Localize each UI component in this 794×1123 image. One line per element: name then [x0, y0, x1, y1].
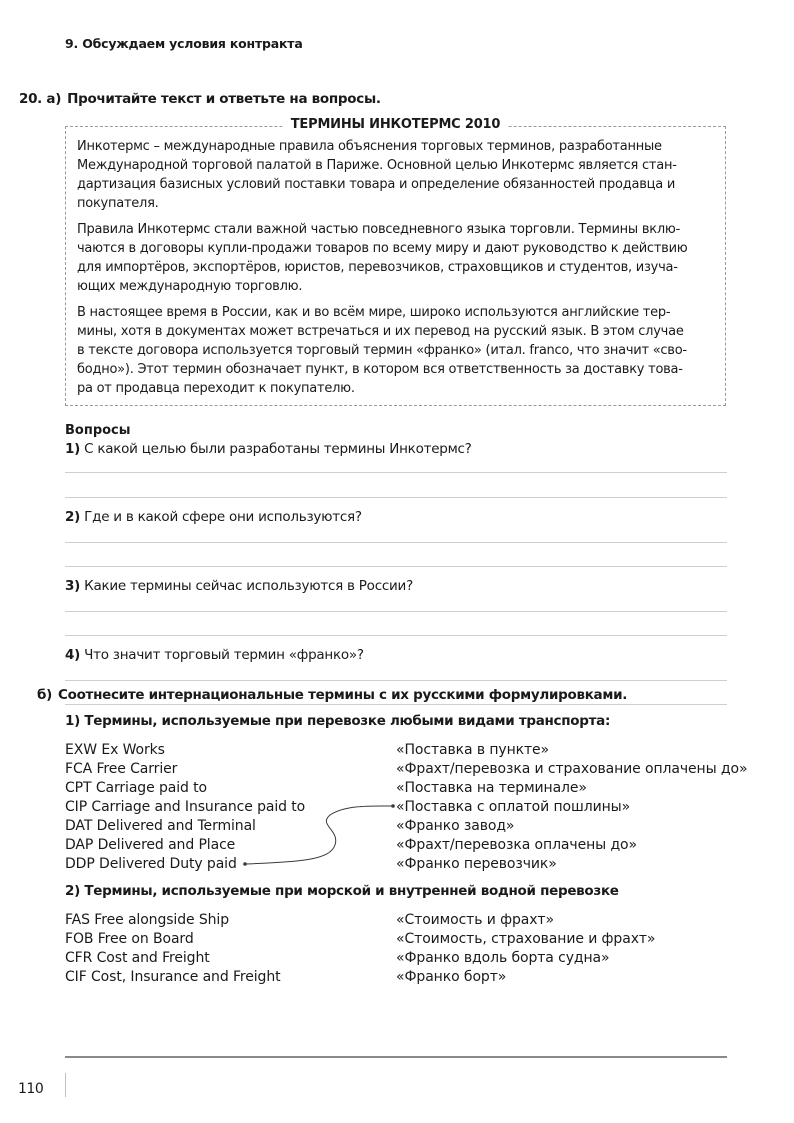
term-item[interactable]: DDP Delivered Duty paid [65, 856, 237, 872]
translation-item[interactable]: «Франко борт» [396, 969, 507, 985]
question-text: Что значит торговый термин «франко»? [84, 647, 364, 663]
answer-line[interactable] [65, 704, 727, 705]
text-line: Правила Инкотермс стали важной частью повседневного языка торговли. Термины вклю- [77, 222, 681, 237]
question-4 [65, 646, 727, 664]
answer-line[interactable] [65, 611, 727, 612]
page-number-divider [65, 1073, 66, 1097]
translation-item[interactable]: «Поставка на терминале» [396, 780, 587, 796]
text-line: дартизация базисных условий поставки товара и определение обязанностей продавца и [77, 177, 676, 192]
question-3 [65, 577, 727, 595]
connector-end-dot [391, 804, 395, 808]
answer-line[interactable] [65, 566, 727, 567]
paragraph-3 [77, 303, 717, 398]
question-text: Где и в какой сфере они используются? [84, 509, 362, 525]
translation-item[interactable]: «Фрахт/перевозка и страхование оплачены до» [396, 761, 748, 777]
term-item[interactable]: FCA Free Carrier [65, 761, 178, 777]
text-box-body [77, 137, 717, 405]
term-item[interactable]: CFR Cost and Freight [65, 950, 210, 966]
group-1-translations [396, 741, 747, 874]
translation-item[interactable]: «Фрахт/перевозка оплачены до» [396, 837, 637, 853]
text-line: ющих международную торговлю. [77, 279, 303, 294]
answer-line[interactable] [65, 680, 727, 681]
question-text: С какой целью были разработаны термины Инкотермс? [84, 441, 472, 457]
text-line: Международной торговой палатой в Париже. Основной целью Инкотермс является стан- [77, 158, 677, 173]
paragraph-1 [77, 137, 717, 213]
chapter-header: 9. Обсуждаем условия контракта [65, 36, 303, 51]
text-line: для импортёров, экспортёров, юристов, перевозчиков, страховщиков и студентов, изуча- [77, 260, 678, 275]
term-item[interactable]: DAP Delivered and Place [65, 837, 236, 853]
text-line: в тексте договора используется торговый термин «франко» (итал. franco, что значит «сво- [77, 343, 687, 358]
text-line: покупателя. [77, 196, 159, 211]
answer-line[interactable] [65, 635, 727, 636]
question-2 [65, 508, 727, 526]
task-b-number: б) [37, 687, 52, 703]
question-1 [65, 440, 727, 458]
text-line: бодно»). Этот термин обозначает пункт, в котором вся ответственность за доставку това- [77, 362, 683, 377]
question-number: 4) [65, 647, 81, 663]
translation-item[interactable]: «Стоимость, страхование и фрахт» [396, 931, 656, 947]
term-item[interactable]: CIP Carriage and Insurance paid to [65, 799, 306, 815]
task-a-number: 20. а) [19, 91, 62, 107]
questions-section [65, 422, 727, 705]
answer-line[interactable] [65, 497, 727, 498]
footer-rule [65, 1056, 727, 1058]
translation-item[interactable]: «Франко вдоль борта судна» [396, 950, 610, 966]
question-number: 3) [65, 578, 81, 594]
term-item[interactable]: CIF Cost, Insurance and Freight [65, 969, 281, 985]
term-item[interactable]: CPT Carriage paid to [65, 780, 208, 796]
group-2-title: 2) Термины, используемые при морской и внутренней водной перевозке [65, 883, 619, 899]
text-line: мины, хотя в документах может встречаться и их перевод на русский язык. В этом случае [77, 324, 684, 339]
term-item[interactable]: EXW Ex Works [65, 742, 165, 758]
task-a-heading [19, 91, 381, 107]
text-box-title: ТЕРМИНЫ ИНКОТЕРМС 2010 [283, 117, 508, 132]
questions-title: Вопросы [65, 423, 131, 438]
question-text: Какие термины сейчас используются в России? [84, 578, 413, 594]
translation-item[interactable]: «Франко перевозчик» [396, 856, 557, 872]
translation-item[interactable]: «Стоимость и фрахт» [396, 912, 554, 928]
task-b-instruction: Соотнесите интернациональные термины с их русскими формулировками. [58, 687, 628, 703]
question-number: 1) [65, 441, 81, 457]
page-number: 110 [18, 1081, 44, 1097]
translation-item[interactable]: «Поставка с оплатой пошлины» [396, 799, 631, 815]
group-1-title: 1) Термины, используемые при перевозке любыми видами транспорта: [65, 713, 611, 729]
group-2-translations [396, 911, 655, 987]
text-line: ра от продавца переходит к покупателю. [77, 381, 355, 396]
group-2-terms [65, 911, 281, 987]
translation-item[interactable]: «Поставка в пункте» [396, 742, 550, 758]
text-line: чаются в договоры купли-продажи товаров по всему миру и дают руководство к действию [77, 241, 688, 256]
text-line: В настоящее время в России, как и во всём мире, широко используются английские тер- [77, 305, 671, 320]
answer-line[interactable] [65, 542, 727, 543]
task-a-instruction: Прочитайте текст и ответьте на вопросы. [67, 91, 381, 107]
term-item[interactable]: DAT Delivered and Terminal [65, 818, 256, 834]
term-item[interactable]: FAS Free alongside Ship [65, 912, 230, 928]
translation-item[interactable]: «Франко завод» [396, 818, 515, 834]
term-item[interactable]: FOB Free on Board [65, 931, 194, 947]
answer-line[interactable] [65, 472, 727, 473]
text-line: Инкотермс – международные правила объяснения торговых терминов, разработанные [77, 139, 662, 154]
question-number: 2) [65, 509, 81, 525]
paragraph-2 [77, 220, 717, 296]
incoterms-text-box [65, 117, 726, 406]
task-b-heading [37, 687, 627, 703]
group-1-terms [65, 741, 305, 874]
